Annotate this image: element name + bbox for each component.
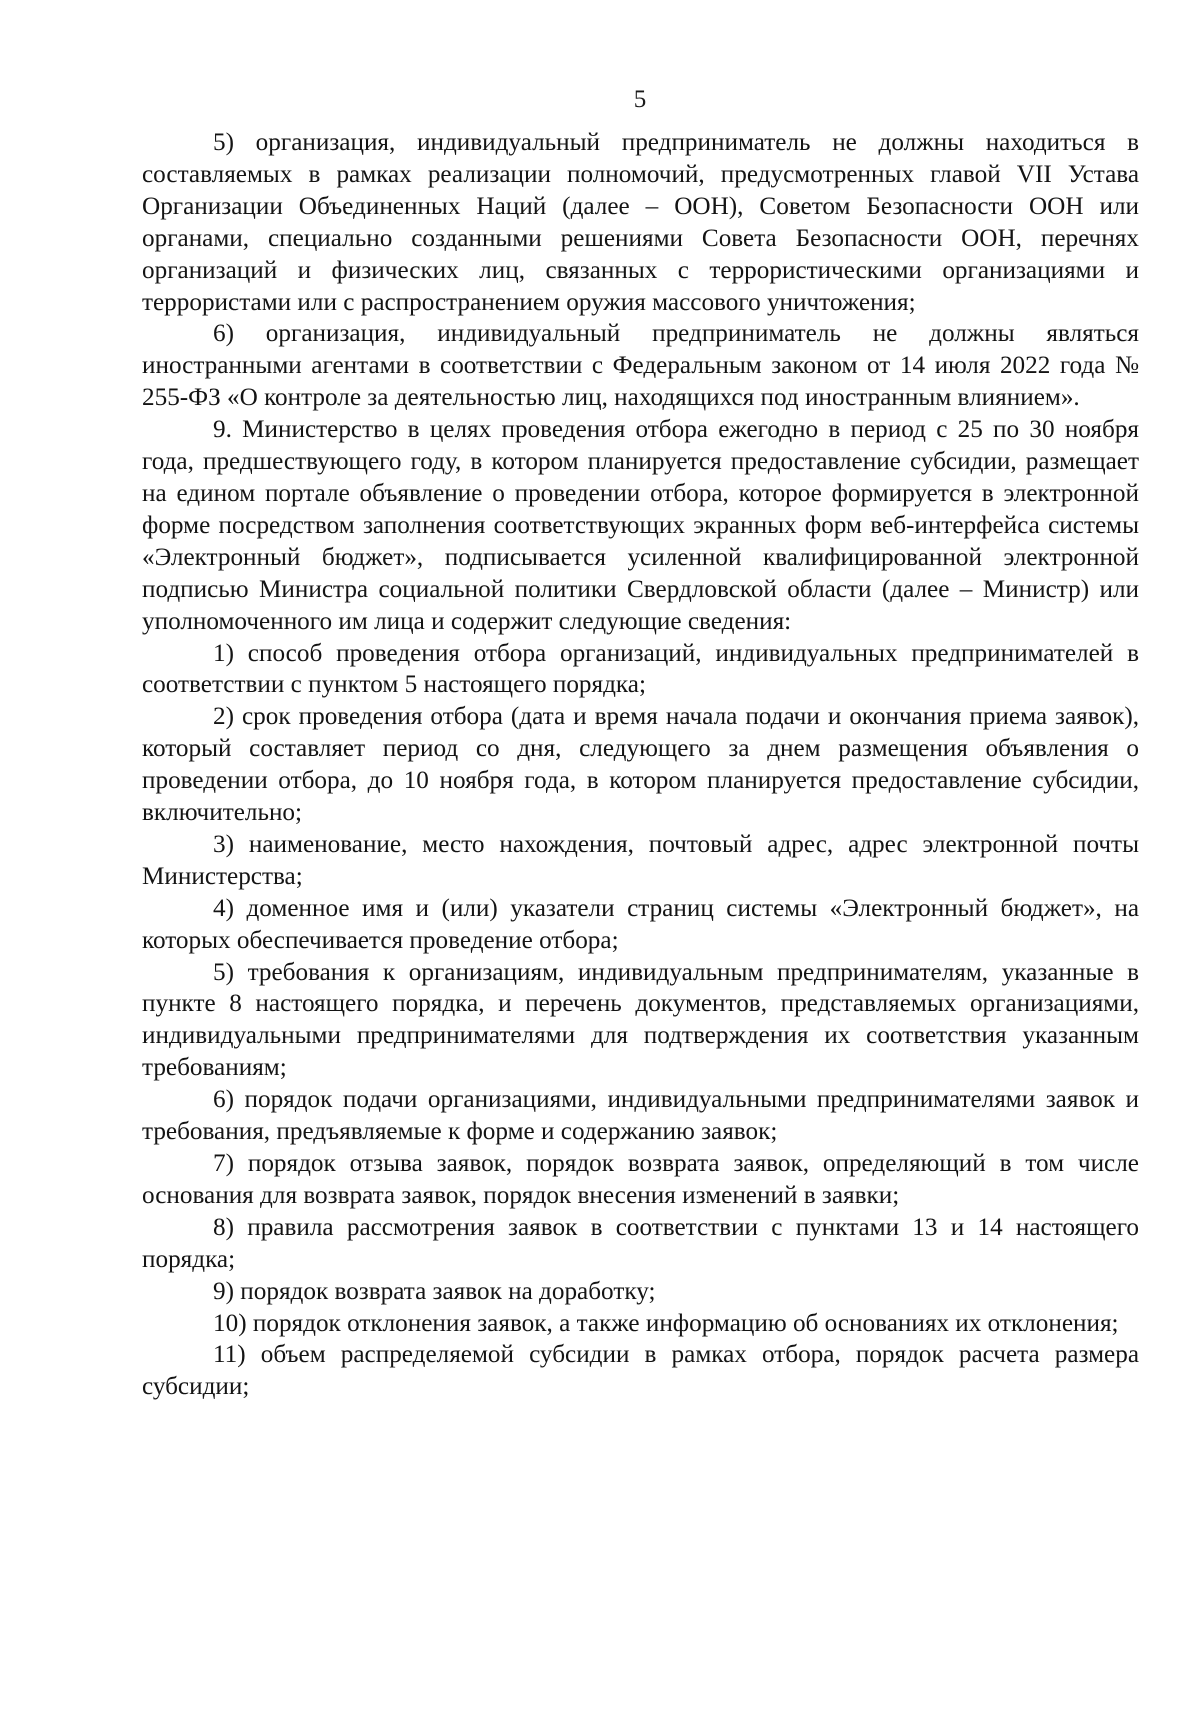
paragraph-item-5b: 5) требования к организациям, индивидуальным предпринимателям, указанные в пункте 8 настоящего порядка, и перечень документов, представляемых организациями, индивидуальными предпринимателями для подтверждения их соответствия указанным требованиям; xyxy=(142,958,1139,1082)
paragraph-clause-9: 9. Министерство в целях проведения отбора ежегодно в период с 25 по 30 ноября года, предшествующего году, в котором планируется предоставление субсидии, размещает на едином портале объявление о проведении отбора, которое формируется в электронной форме посредством заполнения соответствующих экранных форм веб-интерфейса системы «Электронный бюджет», подписывается усиленной квалифицированной электронной подписью Министра социальной политики Свердловской области (далее – Министр) или уполномоченного им лица и содержит следующие сведения: xyxy=(142,416,1139,635)
paragraph-item-11: 11) объем распределяемой субсидии в рамках отбора, порядок расчета размера субсидии; xyxy=(142,1341,1139,1401)
paragraph-item-1: 1) способ проведения отбора организаций, индивидуальных предпринимателей в соответствии с пунктом 5 настоящего порядка; xyxy=(142,639,1139,699)
page-number: 5 xyxy=(633,86,647,113)
paragraph-item-6b: 6) порядок подачи организациями, индивидуальными предпринимателями заявок и требования, предъявляемые к форме и содержанию заявок; xyxy=(142,1086,1139,1146)
paragraph-item-2: 2) срок проведения отбора (дата и время начала подачи и окончания приема заявок), который составляет период со дня, следующего за днем размещения объявления о проведении отбора, до 10 ноября года, в котором планируется предоставление субсидии, включительно; xyxy=(142,703,1139,827)
paragraph-item-5: 5) организация, индивидуальный предприниматель не должны находиться в составляемых в рамках реализации полномочий, предусмотренных главой VII Устава Организации Объединенных Наций (далее – ООН), Советом Безопасности ООН или органами, специально созданными решениями Совета Безопасности ООН, перечнях организаций и физических лиц, связанных с террористическими организациями и террористами или с распространением оружия массового уничтожения; xyxy=(142,129,1139,316)
paragraph-item-6: 6) организация, индивидуальный предприниматель не должны являться иностранными агентами в соответствии с Федеральным законом от 14 июля 2022 года № 255-ФЗ «О контроле за деятельностью лиц, находящихся под иностранным влиянием». xyxy=(142,320,1139,412)
paragraph-item-4: 4) доменное имя и (или) указатели страниц системы «Электронный бюджет», на которых обеспечивается проведение отбора; xyxy=(142,894,1139,954)
paragraph-item-7: 7) порядок отзыва заявок, порядок возврата заявок, определяющий в том числе основания для возврата заявок, порядок внесения изменений в заявки; xyxy=(142,1150,1139,1209)
paragraph-item-10: 10) порядок отклонения заявок, а также информацию об основаниях их отклонения; xyxy=(213,1309,1119,1337)
paragraph-item-9: 9) порядок возврата заявок на доработку; xyxy=(213,1277,656,1305)
document-body xyxy=(142,127,1139,1403)
paragraph-item-8: 8) правила рассмотрения заявок в соответствии с пунктами 13 и 14 настоящего порядка; xyxy=(142,1213,1139,1273)
paragraph-item-3: 3) наименование, место нахождения, почтовый адрес, адрес электронной почты Министерства; xyxy=(142,830,1139,890)
